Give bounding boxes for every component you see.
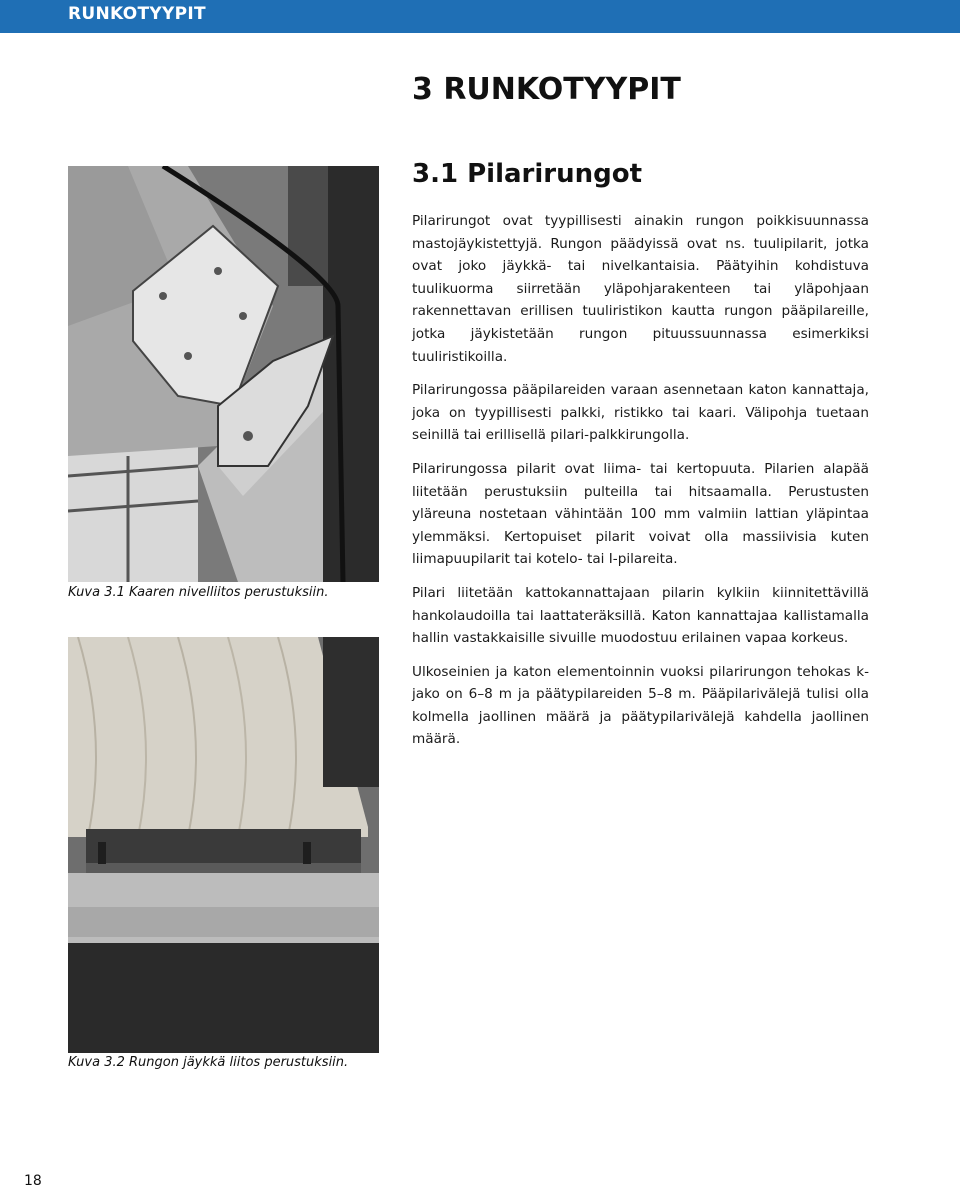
chapter-title: 3 RUNKOTYYPIT xyxy=(412,72,681,107)
body-text xyxy=(412,210,869,762)
paragraph-2: Pilarirungossa pääpilareiden varaan asennetaan katon kannattaja, joka on tyypillisesti palkki, ristikko tai kaari. Välipohja tuetaan seinillä tai erillisellä pilari-palkkirungolla. xyxy=(412,382,869,444)
paragraph-3: Pilarirungossa pilarit ovat liima- tai kertopuuta. Pilarien alapää liitetään perustuksiin pulteilla tai hitsaamalla. Perustusten yläreuna nostetaan vähintään 100 mm valmiin lattian yläpintaa ylemmäksi. Kertopuiset pilarit voivat olla massiivisia kuten liimapuupilarit tai kotelo- tai I-pilareita. xyxy=(412,460,869,568)
page-number: 18 xyxy=(24,1173,42,1189)
figure-2-caption: Kuva 3.2 Rungon jäykkä liitos perustuksiin. xyxy=(68,1055,349,1070)
figure-arch-hinge-photo xyxy=(68,166,379,582)
rigid-base-illustration xyxy=(68,637,379,1053)
paragraph-4: Pilari liitetään kattokannattajaan pilarin kylkiin kiinnitettävillä hankolaudoilla tai laattateräksillä. Katon kannattajaa kallistamalla hallin vastakkaisille sivuille muodostuu erilainen vapaa korkeus. xyxy=(412,584,869,647)
figure-rigid-base-photo xyxy=(68,637,379,1053)
section-title: 3.1 Pilarirungot xyxy=(412,159,643,189)
header-bar xyxy=(0,0,960,33)
header-label: RUNKOTYYPIT xyxy=(68,4,206,24)
figure-1-caption: Kuva 3.1 Kaaren nivelliitos perustuksiin. xyxy=(68,585,329,600)
paragraph-1: Pilarirungot ovat tyypillisesti ainakin rungon poikkisuunnassa mastojäykistettyjä. Rungon päädyissä ovat ns. tuulipilarit, jotka ovat joko jäykkä- tai nivelkantaisia. Päätyihin kohdistuva tuulikuorma siirretään yläpohjarakenteen tai yläpohjaan rakennettavan erillisen tuuliristikon kautta rungon pääpilareille, jotka jäykistetään rungon pituussuunnassa esimerkiksi tuuliristikoilla. xyxy=(412,213,869,365)
arch-hinge-illustration xyxy=(68,166,379,582)
paragraph-5: Ulkoseinien ja katon elementoinnin vuoksi pilarirungon tehokas k-jako on 6–8 m ja päätypilareiden 5–8 m. Pääpilarivälejä tulisi olla kolmella jaollinen määrä ja päätypilarivälejä kahdella jaollinen määrä. xyxy=(412,663,869,748)
